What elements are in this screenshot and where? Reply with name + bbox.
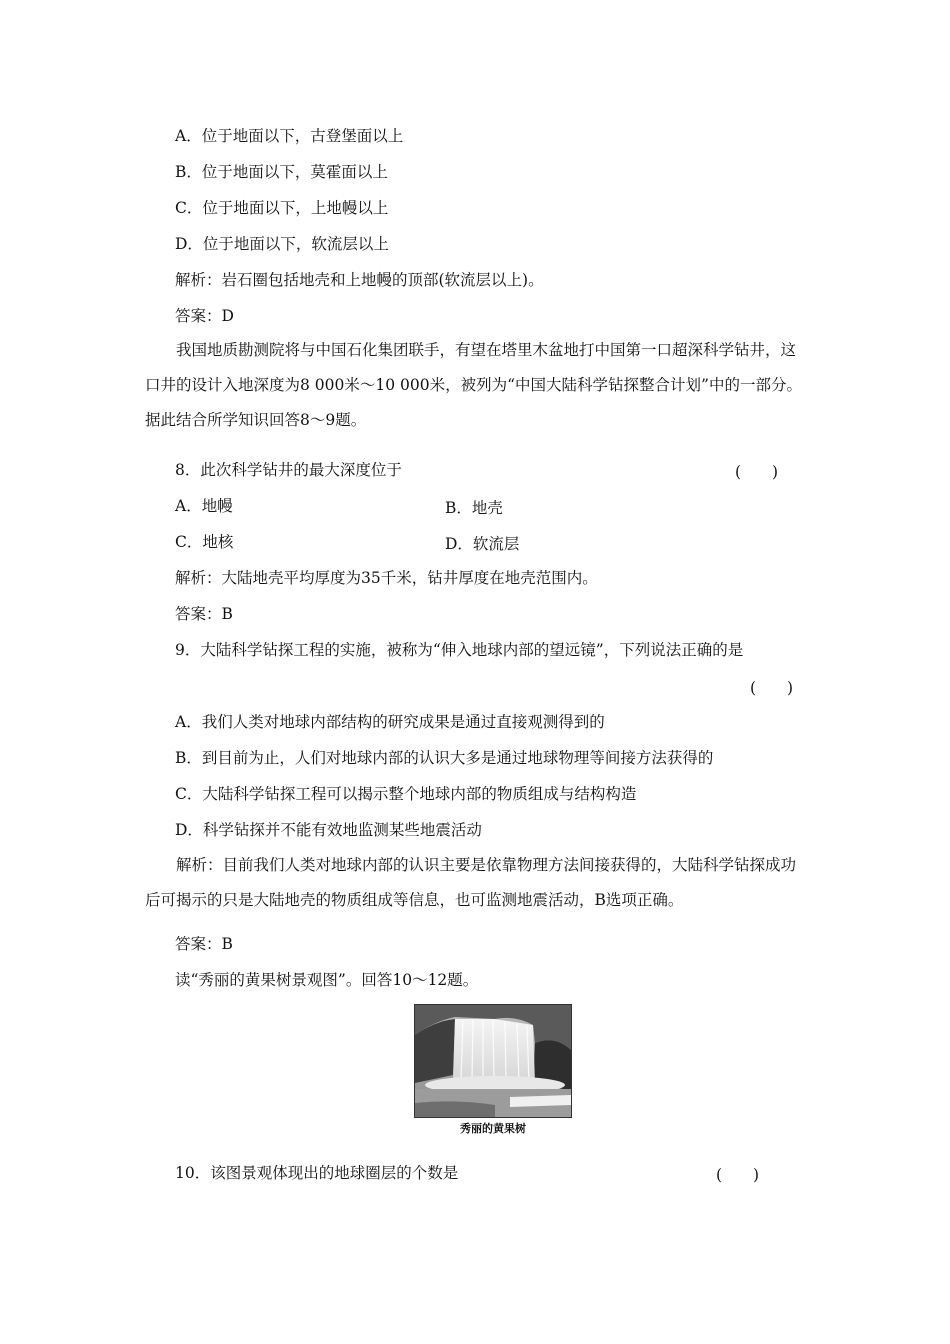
intro-paragraph-8-9 [145,333,810,438]
q9-option-b: B．到目前为止，人们对地球内部的认识大多是通过地球物理等间接方法获得的 [175,749,714,767]
intro-text: 我国地质勘测院将与中国石化集团联手，有望在塔里木盆地打中国第一口超深科学钻井，这口井的设计入地深度为8 000米～10 000米，被列为“中国大陆科学钻探整合计划”中的一部分。据此结合所学知识回答8～9题。 [145,341,802,429]
q7-option-b: B．位于地面以下，莫霍面以上 [175,163,388,181]
q8-option-a: A．地幔 [175,497,233,515]
q8-answer-bracket: ( ) [735,463,779,481]
q8-analysis: 解析：大陆地壳平均厚度为35千米，钻井厚度在地壳范围内。 [175,569,598,587]
q9-option-a: A．我们人类对地球内部结构的研究成果是通过直接观测得到的 [175,713,605,731]
q9-stem: 9．大陆科学钻探工程的实施，被称为“伸入地球内部的望远镜”，下列说法正确的是 [175,641,744,659]
q9-answer-bracket: ( ) [750,679,794,697]
q10-answer-bracket: ( ) [716,1166,760,1184]
q9-analysis-paragraph [145,848,810,918]
q7-option-c: C．位于地面以下，上地幔以上 [175,199,389,217]
q9-option-d: D．科学钻探并不能有效地监测某些地震活动 [175,821,482,839]
waterfall-photo [414,1004,572,1118]
q8-answer: 答案：B [175,605,233,623]
waterfall-image [415,1005,571,1117]
q9-answer: 答案：B [175,935,233,953]
q7-option-d: D．位于地面以下，软流层以上 [175,235,389,253]
q9-analysis: 解析：目前我们人类对地球内部的认识主要是依靠物理方法间接获得的，大陆科学钻探成功后可揭示的只是大陆地壳的物质组成等信息，也可监测地震活动，B选项正确。 [145,856,797,909]
q7-analysis: 解析：岩石圈包括地壳和上地幔的顶部(软流层以上)。 [175,271,544,289]
q8-option-d: D．软流层 [445,535,520,553]
q10-stem: 10．该图景观体现出的地球圈层的个数是 [175,1164,459,1182]
q8-option-c: C．地核 [175,533,234,551]
intro-10-12: 读“秀丽的黄果树景观图”。回答10～12题。 [175,971,479,989]
q9-option-c: C．大陆科学钻探工程可以揭示整个地球内部的物质组成与结构构造 [175,785,637,803]
q7-answer: 答案：D [175,307,234,325]
q8-stem: 8．此次科学钻井的最大深度位于 [175,461,402,479]
q8-option-b: B．地壳 [445,499,503,517]
figure-caption: 秀丽的黄果树 [460,1122,526,1135]
q7-option-a: A．位于地面以下，古登堡面以上 [175,127,404,145]
